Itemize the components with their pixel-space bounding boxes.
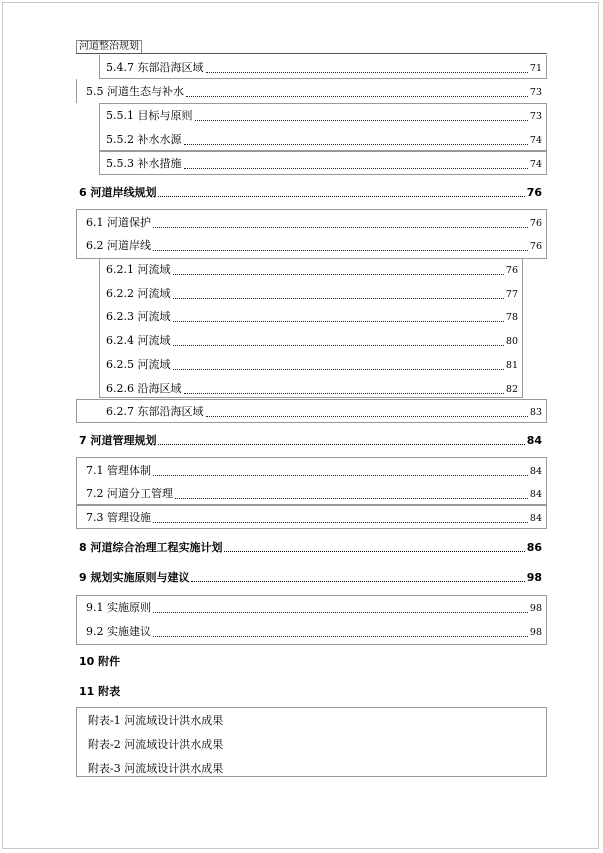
toc-page: 76	[529, 218, 542, 229]
toc-appendix-table[interactable]: 附表-2 河流域设计洪水成果	[88, 738, 224, 751]
toc-entry[interactable]	[86, 625, 542, 640]
toc-entry[interactable]	[106, 358, 518, 373]
dot-leader	[173, 312, 504, 322]
toc-page: 84	[529, 489, 542, 500]
toc-chapter[interactable]	[79, 186, 542, 200]
toc-page: 73	[529, 111, 542, 122]
toc-entry[interactable]	[86, 487, 542, 502]
toc-label: 5.4.7 东部沿海区域	[106, 61, 204, 74]
toc-appendix-table[interactable]: 附表-3 河流域设计洪水成果	[88, 762, 224, 775]
dot-leader	[153, 513, 528, 523]
toc-entry[interactable]	[86, 216, 542, 231]
toc-page: 82	[505, 384, 518, 395]
toc-page: 73	[529, 87, 542, 98]
running-header: 河道整治规划	[76, 40, 142, 54]
toc-page: 71	[529, 63, 542, 74]
dot-leader	[224, 542, 524, 552]
toc-chapter-appendix-tables[interactable]: 11 附表	[79, 685, 121, 698]
toc-label: 5.5.1 目标与原则	[106, 109, 193, 122]
dot-leader	[184, 135, 528, 145]
toc-entry[interactable]	[106, 263, 518, 278]
toc-page: 84	[526, 434, 542, 447]
dot-leader	[153, 466, 528, 476]
toc-page: 76	[505, 265, 518, 276]
toc-page: 80	[505, 336, 518, 347]
dot-leader	[173, 289, 504, 299]
dot-leader	[158, 435, 524, 445]
toc-page: 74	[529, 135, 542, 146]
toc-appendix-table[interactable]: 附表-1 河流域设计洪水成果	[88, 714, 224, 727]
toc-page: 83	[529, 407, 542, 418]
dot-leader	[184, 384, 504, 394]
toc-label: 6.2.5 河流域	[106, 358, 171, 371]
toc-chapter[interactable]	[79, 434, 542, 448]
toc-label: 7.1 管理体制	[86, 464, 151, 477]
toc-entry[interactable]	[106, 109, 542, 124]
toc-page: 81	[505, 360, 518, 371]
toc-page: 84	[529, 513, 542, 524]
dot-leader	[153, 603, 528, 613]
toc-label: 5.5 河道生态与补水	[86, 85, 184, 98]
toc-label: 7.3 管理设施	[86, 511, 151, 524]
toc-page: 78	[505, 312, 518, 323]
dot-leader	[153, 218, 528, 228]
box-6-2-sub	[99, 258, 523, 398]
toc-entry[interactable]	[106, 157, 542, 172]
toc-label: 6.2.3 河流域	[106, 310, 171, 323]
toc-page: 98	[529, 627, 542, 638]
toc-label: 6.1 河道保护	[86, 216, 151, 229]
toc-page: 74	[529, 159, 542, 170]
toc-entry[interactable]	[106, 310, 518, 325]
dot-leader	[158, 187, 524, 197]
toc-page: 84	[529, 466, 542, 477]
dot-leader	[153, 241, 528, 251]
toc-entry[interactable]	[86, 239, 542, 254]
toc-entry[interactable]	[106, 133, 542, 148]
toc-label: 6 河道岸线规划	[79, 186, 157, 199]
dot-leader	[175, 489, 528, 499]
dot-leader	[173, 265, 504, 275]
toc-label: 8 河道综合治理工程实施计划	[79, 541, 223, 554]
toc-label: 5.5.3 补水措施	[106, 157, 182, 170]
dot-leader	[173, 336, 504, 346]
toc-chapter-attachments[interactable]: 10 附件	[79, 655, 121, 668]
toc-page: 86	[526, 541, 542, 554]
dot-leader	[153, 627, 528, 637]
toc-label: 6.2.4 河流域	[106, 334, 171, 347]
toc-entry[interactable]	[106, 405, 542, 420]
toc-label: 5.5.2 补水水源	[106, 133, 182, 146]
dot-leader	[191, 572, 524, 582]
dot-leader	[186, 87, 528, 97]
toc-label: 6.2.1 河流域	[106, 263, 171, 276]
dot-leader	[206, 407, 528, 417]
header-rule	[76, 53, 547, 54]
dot-leader	[184, 159, 528, 169]
toc-label: 9.1 实施原则	[86, 601, 151, 614]
toc-page: 98	[529, 603, 542, 614]
toc-entry[interactable]	[86, 511, 542, 526]
toc-chapter[interactable]	[79, 571, 542, 585]
dot-leader	[173, 360, 504, 370]
toc-entry[interactable]	[106, 287, 518, 302]
toc-label: 7.2 河道分工管理	[86, 487, 173, 500]
toc-label: 9.2 实施建议	[86, 625, 151, 638]
toc-page: 98	[526, 571, 542, 584]
toc-label: 6.2.2 河流域	[106, 287, 171, 300]
toc-label: 7 河道管理规划	[79, 434, 157, 447]
dot-leader	[195, 111, 528, 121]
toc-page: 77	[505, 289, 518, 300]
dot-leader	[206, 63, 528, 73]
toc-label: 9 规划实施原则与建议	[79, 571, 190, 584]
toc-chapter[interactable]	[79, 541, 542, 555]
toc-entry[interactable]	[106, 382, 518, 397]
toc-entry[interactable]	[86, 85, 542, 100]
toc-page: 76	[529, 241, 542, 252]
toc-entry[interactable]	[86, 601, 542, 616]
toc-entry[interactable]	[86, 464, 542, 479]
toc-entry[interactable]	[106, 334, 518, 349]
toc-page: 76	[526, 186, 542, 199]
toc-label: 6.2.6 沿海区域	[106, 382, 182, 395]
toc-label: 6.2 河道岸线	[86, 239, 151, 252]
toc-label: 6.2.7 东部沿海区域	[106, 405, 204, 418]
toc-entry[interactable]	[106, 61, 542, 76]
